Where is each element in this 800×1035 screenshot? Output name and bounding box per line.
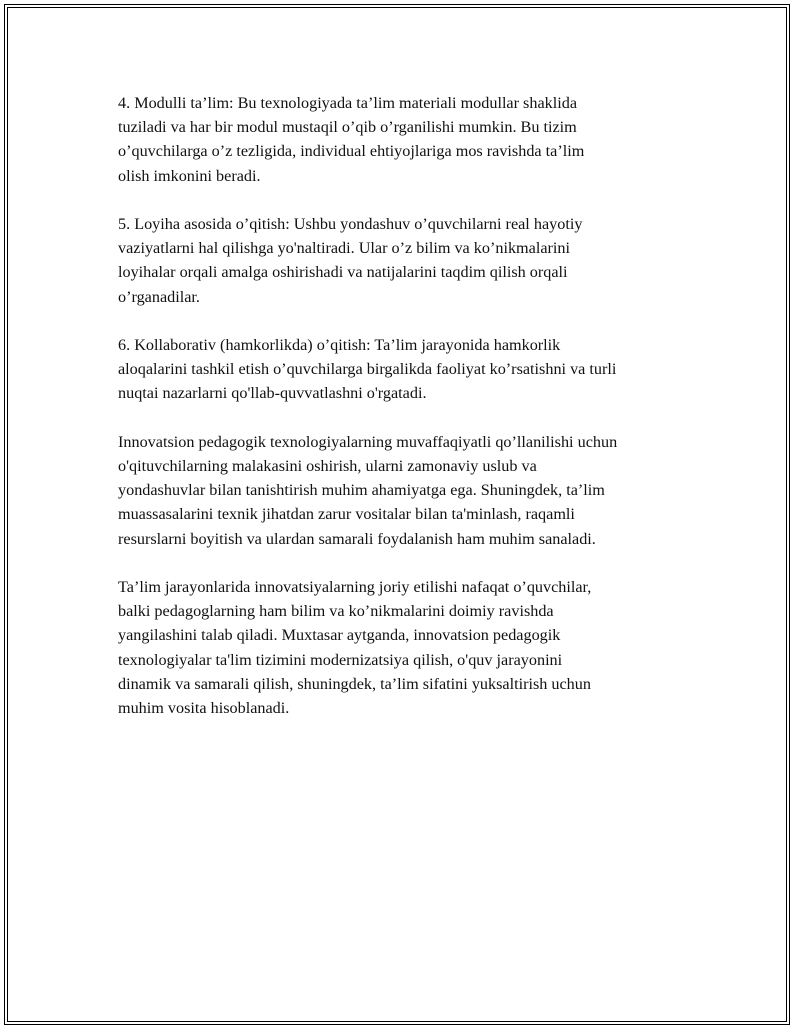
paragraph-modular-learning: 4. Modulli ta’lim: Bu texnologiyada ta’lim materiali modullar shaklida tuziladi va har bir modul mustaqil o’qib o’rganilishi mumkin. Bu tizim o’quvchilarga o’z tezligida, individual ehtiyojlariga mos ravishda ta’lim olish imkonini beradi. — [118, 94, 585, 185]
paragraph-teacher-training: Innovatsion pedagogik texnologiyalarning muvaffaqiyatli qo’llanilishi uchun o'qituvchilarning malakasini oshirish, ularni zamonaviy uslub va yondashuvlar bilan tanishtirish muhim ahamiyatga ega. Shuningdek, ta’lim muassasalarini texnik jihatdan zarur vositalar bilan ta'minlash, raqamli resurslarni boyitish va ulardan samarali foydalanish ham muhim sanaladi. — [118, 432, 618, 548]
document-body — [118, 91, 698, 744]
paragraph-conclusion: Ta’lim jarayonlarida innovatsiyalarning joriy etilishi nafaqat o’quvchilar, balki pedagoglarning ham bilim va ko’nikmalarini doimiy ravishda yangilashini talab qiladi. Muxtasar aytganda, innovatsion pedagogik texnologiyalar ta'lim tizimini modernizatsiya qilish, o'quv jarayonini dinamik va samarali qilish, shuningdek, ta’lim sifatini yuksaltirish uchun muhim vosita hisoblanadi. — [118, 578, 592, 718]
paragraph-collaborative-learning: 6. Kollaborativ (hamkorlikda) o’qitish: Ta’lim jarayonida hamkorlik aloqalarini tashkil etish o’quvchilarga birgalikda faoliyat ko’rsatishni va turli nuqtai nazarlarni qo'llab-quvvatlashni o'rgatadi. — [118, 336, 617, 403]
paragraph-project-based-learning: 5. Loyiha asosida o’qitish: Ushbu yondashuv o’quvchilarni real hayotiy vaziyatlarni hal qilishga yo'naltiradi. Ular o’z bilim va ko’nikmalarini loyihalar orqali amalga oshirishadi va natijalarini taqdim qilish orqali o’rganadilar. — [118, 215, 583, 306]
